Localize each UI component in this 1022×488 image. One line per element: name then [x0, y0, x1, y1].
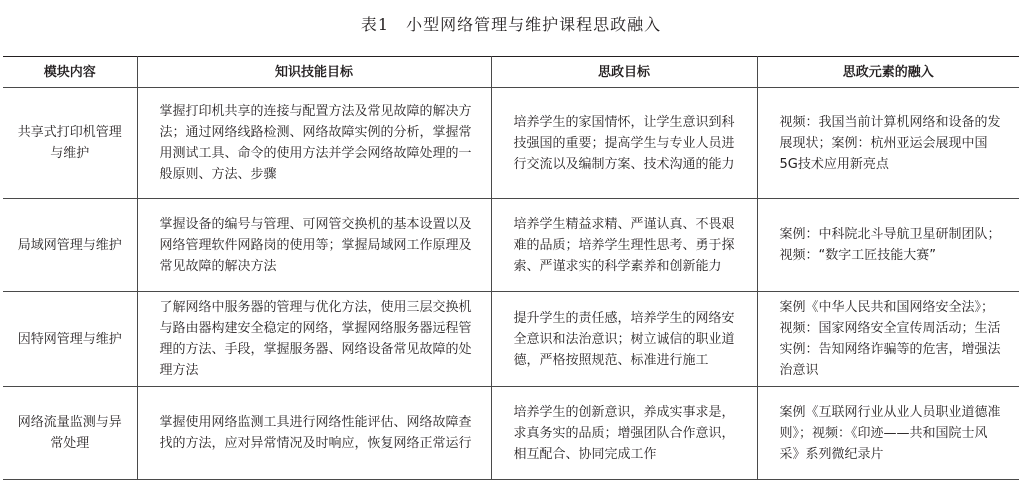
- ideology-cell: 培养学生的家国情怀，让学生意识到科技强国的重要；提高学生与专业人员进行交流以及编制方案、技术沟通的能力: [491, 88, 757, 199]
- ideology-cell: 培养学生的创新意识，养成实事求是，求真务实的品质；增强团队合作意识，相互配合、协同完成工作: [491, 387, 757, 480]
- table-row: [3, 387, 1019, 480]
- header-ideology: 思政目标: [491, 57, 757, 88]
- elements-cell: 视频：我国当前计算机网络和设备的发展现状；案例：杭州亚运会展现中国5G技术应用新亮点: [757, 88, 1019, 199]
- elements-cell: 案例《互联网行业从业人员职业道德准则》；视频：《印迹——共和国院士风采》系列微纪录片: [757, 387, 1019, 480]
- knowledge-cell: 掌握设备的编号与管理、可网管交换机的基本设置以及网络管理软件网路岗的使用等；掌握局域网工作原理及常见故障的解决方法: [137, 199, 491, 292]
- table-title: 表1 小型网络管理与维护课程思政融入: [360, 15, 662, 34]
- module-cell: 共享式打印机管理与维护: [3, 88, 137, 199]
- elements-cell: 案例：中科院北斗导航卫星研制团队；视频：“数字工匠技能大赛”: [757, 199, 1019, 292]
- header-row: [3, 57, 1019, 88]
- header-module: 模块内容: [3, 57, 137, 88]
- ideology-cell: 培养学生精益求精、严谨认真、不畏艰难的品质；培养学生理性思考、勇于探索、严谨求实的科学素养和创新能力: [491, 199, 757, 292]
- module-cell: 网络流量监测与异常处理: [3, 387, 137, 480]
- header-knowledge: 知识技能目标: [137, 57, 491, 88]
- knowledge-cell: 了解网络中服务器的管理与优化方法，使用三层交换机与路由器构建安全稳定的网络，掌握网络服务器远程管理的方法、手段，掌握服务器、网络设备常见故障的处理方法: [137, 292, 491, 387]
- ideology-cell: 提升学生的责任感，培养学生的网络安全意识和法治意识；树立诚信的职业道德，严格按照规范、标准进行施工: [491, 292, 757, 387]
- table-row: [3, 88, 1019, 199]
- module-cell: 因特网管理与维护: [3, 292, 137, 387]
- header-elements: 思政元素的融入: [757, 57, 1019, 88]
- table-row: [3, 292, 1019, 387]
- knowledge-cell: 掌握打印机共享的连接与配置方法及常见故障的解决方法；通过网络线路检测、网络故障实例的分析，掌握常用测试工具、命令的使用方法并学会网络故障处理的一般原则、方法、步骤: [137, 88, 491, 199]
- knowledge-cell: 掌握使用网络监测工具进行网络性能评估、网络故障查找的方法，应对异常情况及时响应，恢复网络正常运行: [137, 387, 491, 480]
- elements-cell: 案例《中华人民共和国网络安全法》；视频：国家网络安全宣传周活动；生活实例：告知网络诈骗等的危害，增强法治意识: [757, 292, 1019, 387]
- course-table: [3, 56, 1019, 480]
- module-cell: 局域网管理与维护: [3, 199, 137, 292]
- table-row: [3, 199, 1019, 292]
